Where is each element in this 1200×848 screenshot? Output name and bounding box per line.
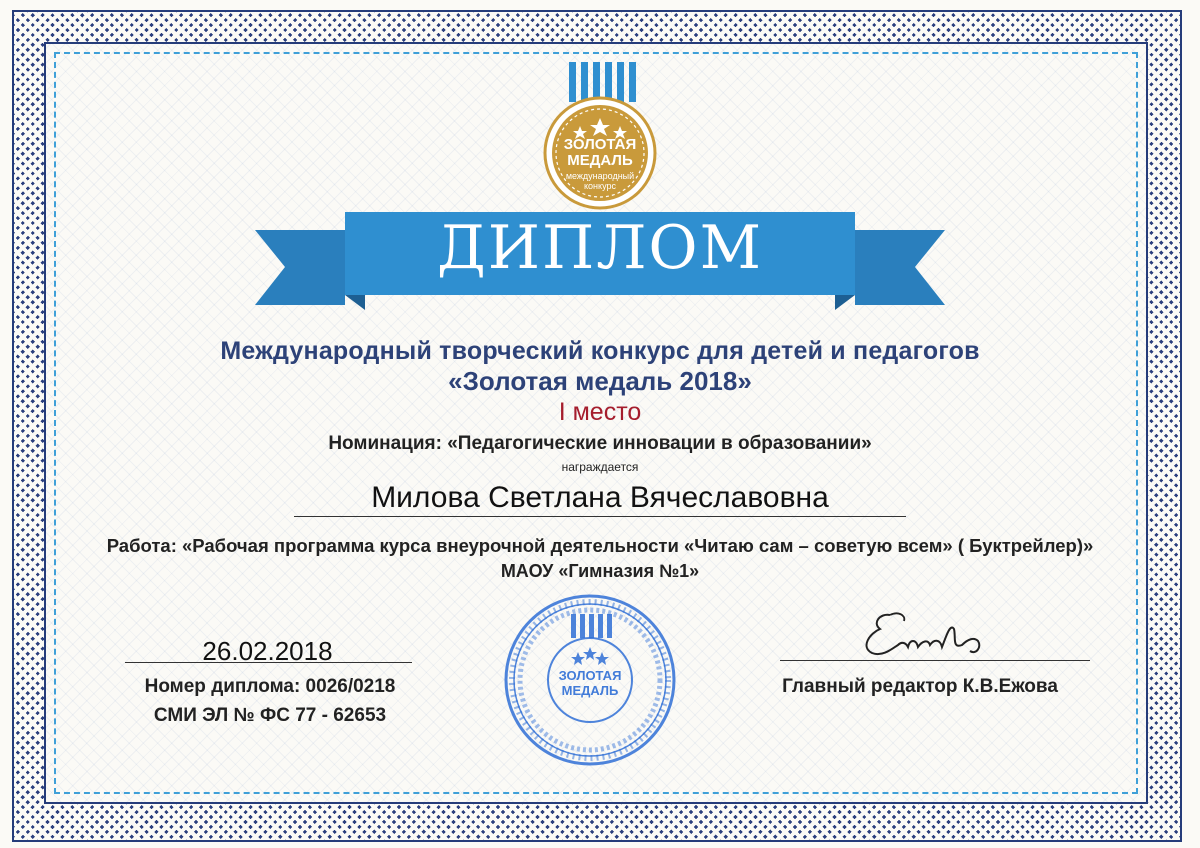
issue-date: 26.02.2018 xyxy=(202,636,333,666)
diploma-title: ДИПЛОМ xyxy=(436,213,764,283)
medal-ribbon-stripes xyxy=(569,62,636,102)
medal-text-line1: ЗОЛОТАЯ xyxy=(563,136,637,153)
organization: МАОУ «Гимназия №1» xyxy=(500,561,700,581)
medal-text-line3: международный xyxy=(565,171,635,181)
diploma-number: Номер диплома: 0026/0218 xyxy=(144,676,396,697)
editor-name: Главный редактор К.В.Ежова xyxy=(782,676,1058,697)
recipient-name: Милова Светлана Вячеславовна xyxy=(371,481,829,514)
media-registration: СМИ ЭЛ № ФС 77 - 62653 xyxy=(153,705,387,726)
stamp-text-line2: МЕДАЛЬ xyxy=(561,683,619,698)
nomination: Номинация: «Педагогические инновации в образовании» xyxy=(328,433,872,454)
stamp-stars-icon xyxy=(571,647,609,665)
date-underline xyxy=(125,662,412,663)
competition-description: Международный творческий конкурс для детей и педагогов xyxy=(220,337,980,365)
awarded-label: награждается xyxy=(561,460,639,474)
award-place: I место xyxy=(558,398,642,426)
medal-text-line2: МЕДАЛЬ xyxy=(567,152,633,169)
recipient-underline xyxy=(294,516,906,517)
competition-name: «Золотая медаль 2018» xyxy=(448,366,752,396)
stamp-text-line1: ЗОЛОТАЯ xyxy=(558,668,622,683)
editor-signature xyxy=(850,595,1010,670)
signature-line xyxy=(780,660,1090,661)
work-title: Работа: «Рабочая программа курса внеурочной деятельности «Читаю сам – советую всем» ( Буктрейлер)» xyxy=(106,535,1094,556)
medal-text-line4: конкурс xyxy=(584,181,616,191)
